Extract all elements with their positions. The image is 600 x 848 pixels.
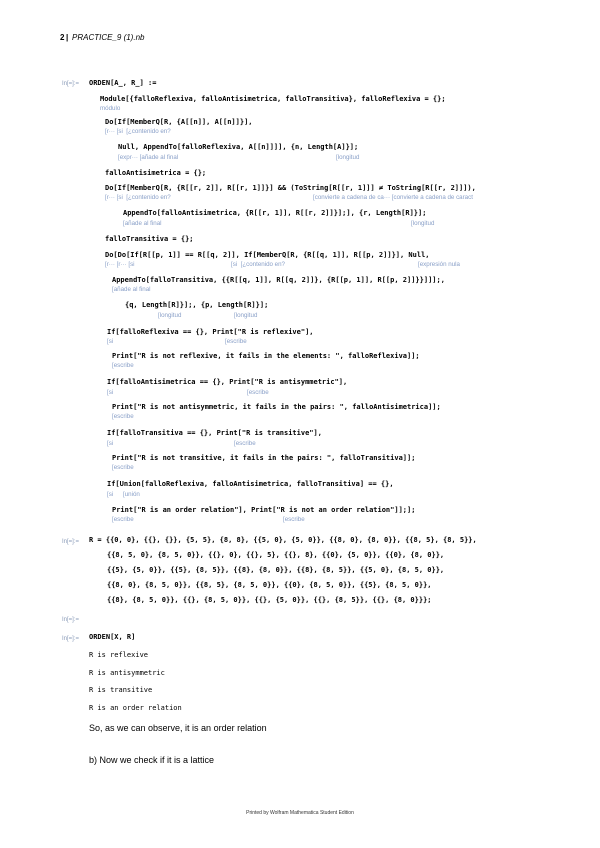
hint-label: [escribe — [247, 389, 269, 396]
code-line[interactable]: Print["R is an order relation"], Print["R is not an order relation"]];]; — [112, 506, 416, 514]
code-line[interactable]: Module[{falloReflexiva, falloAntisimetrica, falloTransitiva}, falloReflexiva = {}; — [100, 95, 446, 103]
header-separator: | — [66, 33, 69, 42]
hint-label: [expresión nula — [418, 261, 460, 268]
hint-label: [añade al final — [112, 286, 151, 293]
r-definition-line[interactable]: {{8, 0}, {8, 5, 0}}, {{8, 5}, {8, 5, 0}}, {{0}, {8, 5, 0}}, {{5}, {8, 5, 0}}, — [107, 581, 432, 589]
footer-text: Printed by Wolfram Mathematica Student Edition — [246, 810, 354, 816]
code-line[interactable]: If[falloReflexiva == {}, Print["R is reflexive"], — [107, 328, 314, 336]
hint-label: [r··· [si [¿contenido en? — [105, 194, 171, 201]
code-line[interactable]: falloAntisimetrica = {}; — [105, 169, 207, 177]
page-number: 2 — [60, 33, 65, 42]
code-line[interactable]: Print["R is not antisymmetric, it fails in the pairs: ", falloAntisimetrica]]; — [112, 403, 441, 411]
input-cell-label: In[=]:= — [62, 636, 80, 642]
hint-label: [si — [107, 338, 114, 345]
code-line[interactable]: ORDEN[A_, R_] := — [89, 79, 157, 87]
print-output: R is transitive — [89, 686, 153, 694]
hint-label: [r··· [si [¿contenido en? — [105, 128, 171, 135]
hint-label: [convierte a cadena de ca··· [convierte a cadena de caract — [313, 194, 473, 201]
hint-label: [longitud — [234, 312, 258, 319]
text-cell: b) Now we check if it is a lattice — [89, 755, 215, 765]
r-definition-line[interactable]: R = {{0, 0}, {{}, {}}, {5, 5}, {8, 8}, {{5, 0}, {5, 0}}, {{8, 0}, {8, 0}}, {{8, 5}, {8, 5}}, — [89, 536, 477, 544]
hint-label: [si [¿contenido en? — [231, 261, 286, 268]
hint-label: [escribe — [225, 338, 247, 345]
hint-label: [longitud — [158, 312, 182, 319]
input-cell-label: In[=]:= — [62, 617, 80, 623]
code-line[interactable]: Null, AppendTo[falloReflexiva, A[[n]]]], {n, Length[A]}]; — [118, 143, 359, 151]
hint-label: módulo — [100, 105, 121, 112]
hint-label: [unión — [123, 491, 140, 498]
print-output: R is an order relation — [89, 704, 182, 712]
hint-label: [si — [107, 389, 114, 396]
input-cell-label: In[=]:= — [62, 81, 80, 87]
r-definition-line[interactable]: {{5}, {5, 0}}, {{5}, {8, 5}}, {{8}, {8, 0}}, {{8}, {8, 5}}, {{5, 0}, {8, 5, 0}}, — [107, 566, 445, 574]
r-definition-line[interactable]: {{8}, {8, 5, 0}}, {{}, {8, 5, 0}}, {{}, {5, 0}}, {{}, {8, 5}}, {{}, {8, 0}}}; — [107, 596, 432, 604]
hint-label: [longitud — [411, 220, 435, 227]
hint-label: [escribe — [234, 440, 256, 447]
hint-label: [escribe — [112, 464, 134, 471]
print-output: R is reflexive — [89, 651, 149, 659]
text-cell: So, as we can observe, it is an order relation — [89, 723, 267, 733]
code-line[interactable]: {q, Length[R]}];, {p, Length[R]}]; — [125, 301, 269, 309]
hint-label: [escribe — [112, 516, 134, 523]
hint-label: [r··· [r··· [si — [105, 261, 135, 268]
print-output: R is antisymmetric — [89, 669, 165, 677]
code-line[interactable]: AppendTo[falloAntisimetrica, {R[[r, 1]], R[[r, 2]]}];], {r, Length[R]}]; — [123, 209, 427, 217]
code-line[interactable]: AppendTo[falloTransitiva, {{R[[q, 1]], R[[q, 2]]}, {R[[p, 1]], R[[p, 2]]}}]]];, — [112, 276, 445, 284]
code-line[interactable]: Print["R is not reflexive, it fails in the elements: ", falloReflexiva]]; — [112, 352, 420, 360]
file-name: PRACTICE_9 (1).nb — [72, 33, 145, 42]
code-line[interactable]: Do[If[MemberQ[R, {R[[r, 2]], R[[r, 1]]}] && (ToString[R[[r, 1]]] ≠ ToString[R[[r, 2]]]), — [105, 184, 476, 192]
hint-label: [si — [107, 440, 114, 447]
code-line[interactable]: If[Union[falloReflexiva, falloAntisimetrica, falloTransitiva] == {}, — [107, 480, 394, 488]
code-line[interactable]: If[falloAntisimetrica == {}, Print["R is antisymmetric"], — [107, 378, 348, 386]
hint-label: [añade al final — [123, 220, 162, 227]
function-call[interactable]: ORDEN[X, R] — [89, 633, 136, 641]
code-line[interactable]: falloTransitiva = {}; — [105, 235, 194, 243]
code-line[interactable]: Do[If[MemberQ[R, {A[[n]], A[[n]]}], — [105, 118, 253, 126]
code-line[interactable]: Print["R is not transitive, it fails in the pairs: ", falloTransitiva]]; — [112, 454, 416, 462]
code-line[interactable]: Do[Do[If[R[[p, 1]] == R[[q, 2]], If[MemberQ[R, {R[[q, 1]], R[[p, 2]]}], Null, — [105, 251, 430, 259]
hint-label: [escribe — [283, 516, 305, 523]
hint-label: [expr··· [añade al final — [118, 154, 179, 161]
hint-label: [longitud — [336, 154, 360, 161]
r-definition-line[interactable]: {{8, 5, 0}, {8, 5, 0}}, {{}, 0}, {{}, 5}, {{}, 8}, {{0}, {5, 0}}, {{0}, {8, 0}}, — [107, 551, 445, 559]
hint-label: [si — [107, 491, 114, 498]
code-line[interactable]: If[falloTransitiva == {}, Print["R is transitive"], — [107, 429, 322, 437]
input-cell-label: In[=]:= — [62, 539, 80, 545]
hint-label: [escribe — [112, 362, 134, 369]
hint-label: [escribe — [112, 413, 134, 420]
